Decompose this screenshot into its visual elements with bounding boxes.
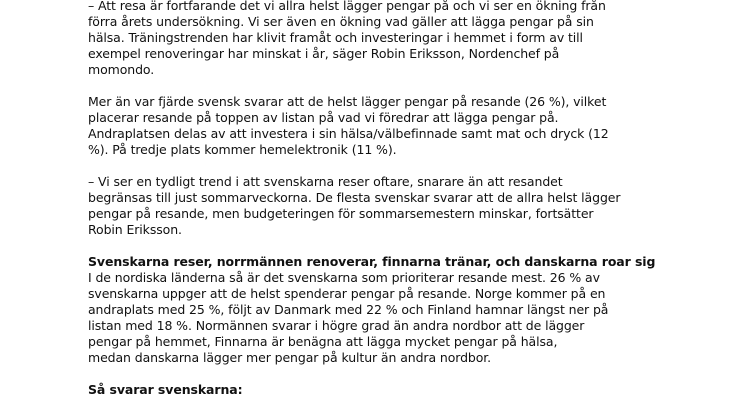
paragraph-swedes-answer bbox=[88, 382, 708, 398]
text-line: förra årets undersökning. Vi ser även en ökning vad gäller att lägga pengar på sin bbox=[88, 14, 594, 29]
paragraph-statistics bbox=[88, 94, 708, 158]
text-line: – Vi ser en tydligt trend i att svenskarna reser oftare, snarare än att resandet bbox=[88, 174, 563, 189]
paragraph-nordic bbox=[88, 254, 708, 366]
text-line: %). På tredje plats kommer hemelektronik (11 %). bbox=[88, 142, 397, 157]
text-line: begränsas till just sommarveckorna. De flesta svenskar svarar att de allra helst lägger bbox=[88, 190, 621, 205]
text-line: svenskarna uppger att de helst spenderar pengar på resande. Norge kommer på en bbox=[88, 286, 606, 301]
text-line: exempel renoveringar har minskat i år, säger Robin Eriksson, Nordenchef på bbox=[88, 46, 560, 61]
paragraph-quote-2 bbox=[88, 174, 708, 238]
text-line: pengar på resande, men budgeteringen för sommarsemestern minskar, fortsätter bbox=[88, 206, 594, 221]
text-line: Andraplatsen delas av att investera i sin hälsa/välbefinnade samt mat och dryck (12 bbox=[88, 126, 609, 141]
text-line: I de nordiska länderna så är det svenskarna som prioriterar resande mest. 26 % av bbox=[88, 270, 600, 285]
text-line: Robin Eriksson. bbox=[88, 222, 182, 237]
text-line: andraplats med 25 %, följt av Danmark med 22 % och Finland hamnar längst ner på bbox=[88, 302, 609, 317]
paragraph-gap bbox=[88, 238, 708, 254]
paragraph-gap bbox=[88, 366, 708, 382]
text-line: Mer än var fjärde svensk svarar att de helst lägger pengar på resande (26 %), vilket bbox=[88, 94, 607, 109]
paragraph-gap bbox=[88, 78, 708, 94]
text-line: momondo. bbox=[88, 62, 155, 77]
section-heading: Svenskarna reser, norrmännen renoverar, finnarna tränar, och danskarna roar sig bbox=[88, 254, 656, 269]
text-line: – Att resa är fortfarande det vi allra helst lägger pengar på och vi ser en ökning från bbox=[88, 0, 606, 13]
text-line: hälsa. Träningstrenden har klivit framåt och investeringar i hemmet i form av till bbox=[88, 30, 583, 45]
paragraph-gap bbox=[88, 158, 708, 174]
paragraph-quote-1 bbox=[88, 0, 708, 78]
text-line: pengar på hemmet, Finnarna är benägna att lägga mycket pengar på hälsa, bbox=[88, 334, 558, 349]
section-heading: Så svarar svenskarna: bbox=[88, 382, 243, 397]
text-line: placerar resande på toppen av listan på vad vi föredrar att lägga pengar på. bbox=[88, 110, 559, 125]
text-line: listan med 18 %. Normännen svarar i högre grad än andra nordbor att de lägger bbox=[88, 318, 585, 333]
document-body bbox=[88, 0, 708, 398]
text-line: medan danskarna lägger mer pengar på kultur än andra nordbor. bbox=[88, 350, 492, 365]
